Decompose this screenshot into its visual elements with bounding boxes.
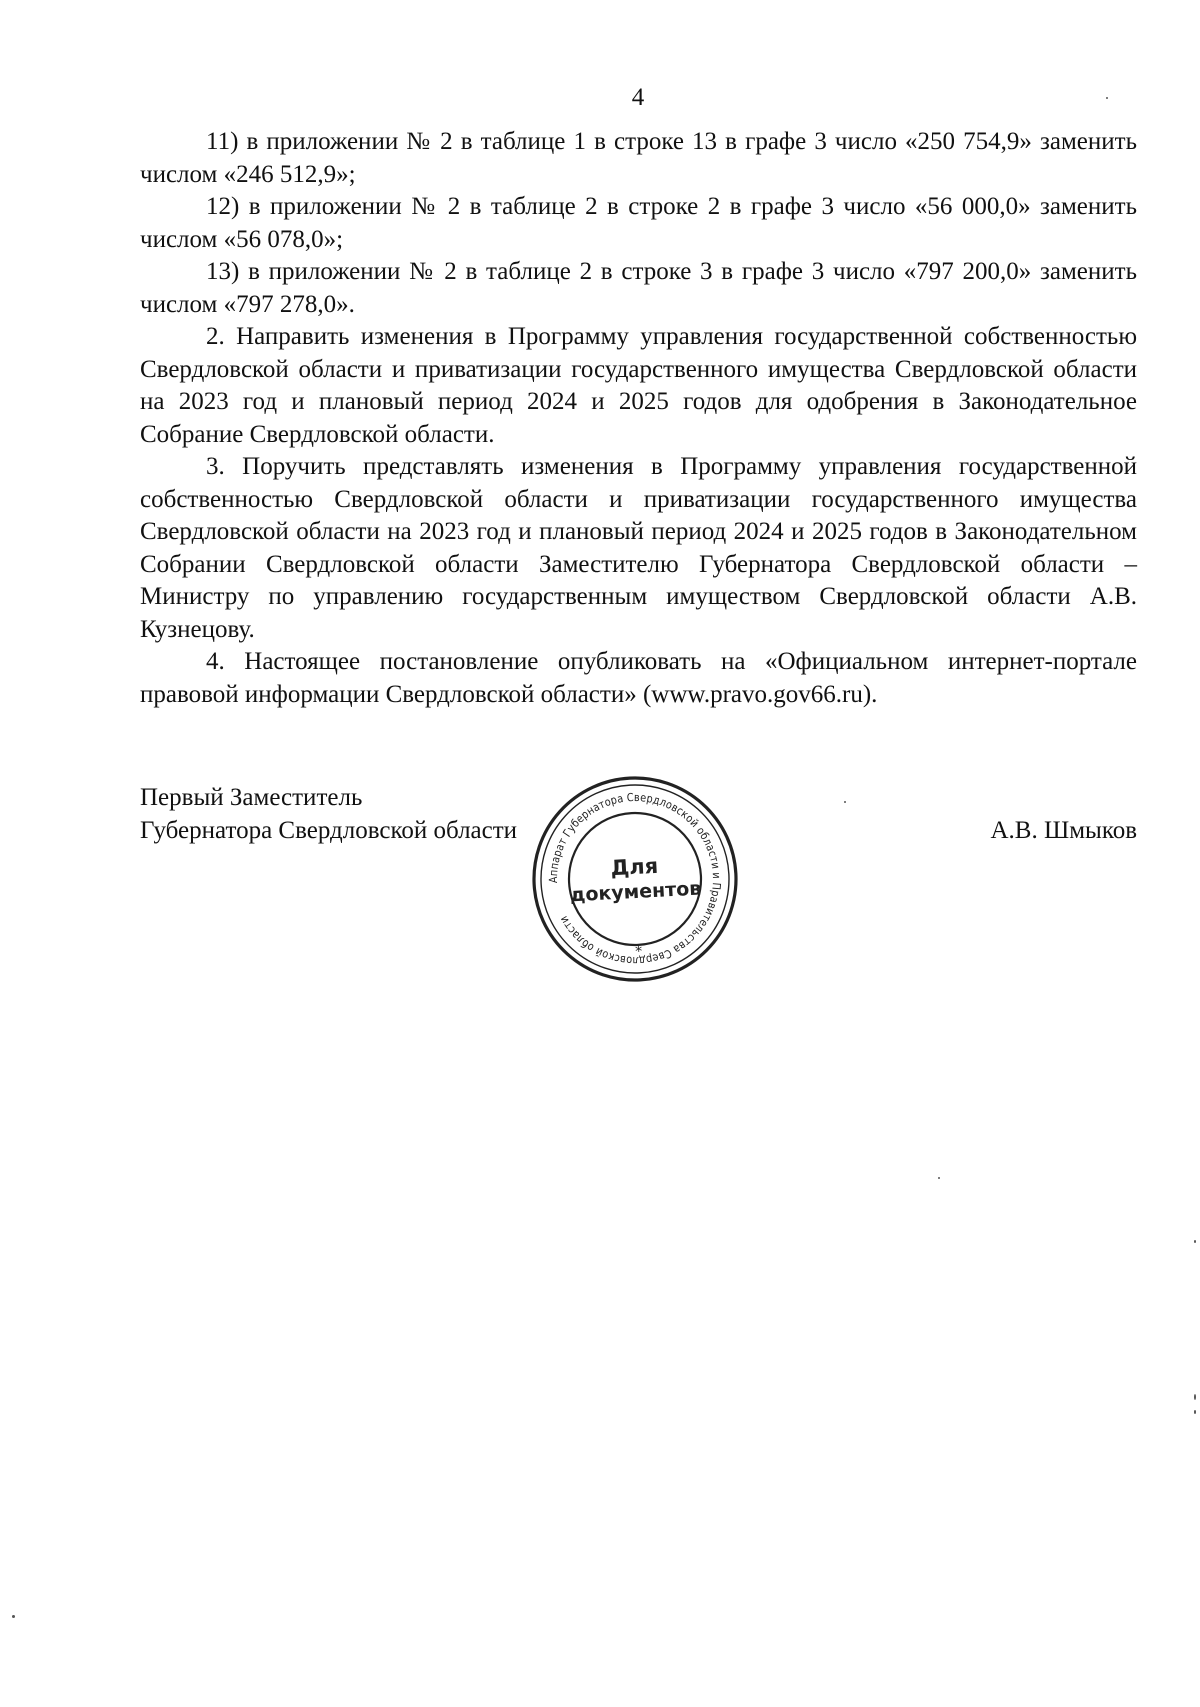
seal-center-text-line-1: Для: [609, 853, 659, 881]
seal-star-glyph: *: [634, 943, 643, 961]
paragraph-item-12: 12) в приложении № 2 в таблице 2 в строке 2 в графе 3 число «56 000,0» заменить числом «56 078,0»;: [140, 193, 1137, 253]
seal-graphic: [530, 774, 740, 984]
signer-title-line-2: Губернатора Свердловской области: [140, 816, 518, 844]
paragraph-point-4: 4. Настоящее постановление опубликовать на «Официальном интернет-портале правовой информации Свердловской области» (www.pravo.gov66.ru).: [140, 648, 1137, 708]
document-body: [140, 126, 1137, 711]
seal-ring-text: Аппарат Губернатора Свердловской области и Правительства Свердловской области: [546, 790, 724, 968]
official-seal-stamp: [530, 774, 740, 984]
paragraph-item-11: 11) в приложении № 2 в таблице 1 в строке 13 в графе 3 число «250 754,9» заменить числом «246 512,9»;: [140, 128, 1137, 188]
paragraph-point-2: 2. Направить изменения в Программу управления государственной собственностью Свердловской области и приватизации государственного имущества Свердловской области на 2023 год и плановый период 2024 и 2025 годов для одобрения в Законодательное Собрание Свердловской области.: [140, 323, 1137, 448]
signer-title-line-1: Первый Заместитель: [140, 784, 363, 811]
seal-center-text-line-2: документов: [569, 877, 702, 907]
paragraph-point-3: 3. Поручить представлять изменения в Программу управления государственной собственностью Свердловской области и приватизации государственного имущества Свердловской области на 2023 год и плановый период 2024 и 2025 годов в Законодательном Собрании Свердловской области Заместителю Губернатора Свердловской области – Министру по управлению государственным имуществом Свердловской области А.В. Кузнецову.: [140, 453, 1137, 643]
page-number: 4: [631, 84, 645, 111]
paragraph-item-13: 13) в приложении № 2 в таблице 2 в строке 3 в графе 3 число «797 200,0» заменить числом «797 278,0».: [140, 258, 1137, 318]
signer-name: А.В. Шмыков: [990, 816, 1137, 844]
